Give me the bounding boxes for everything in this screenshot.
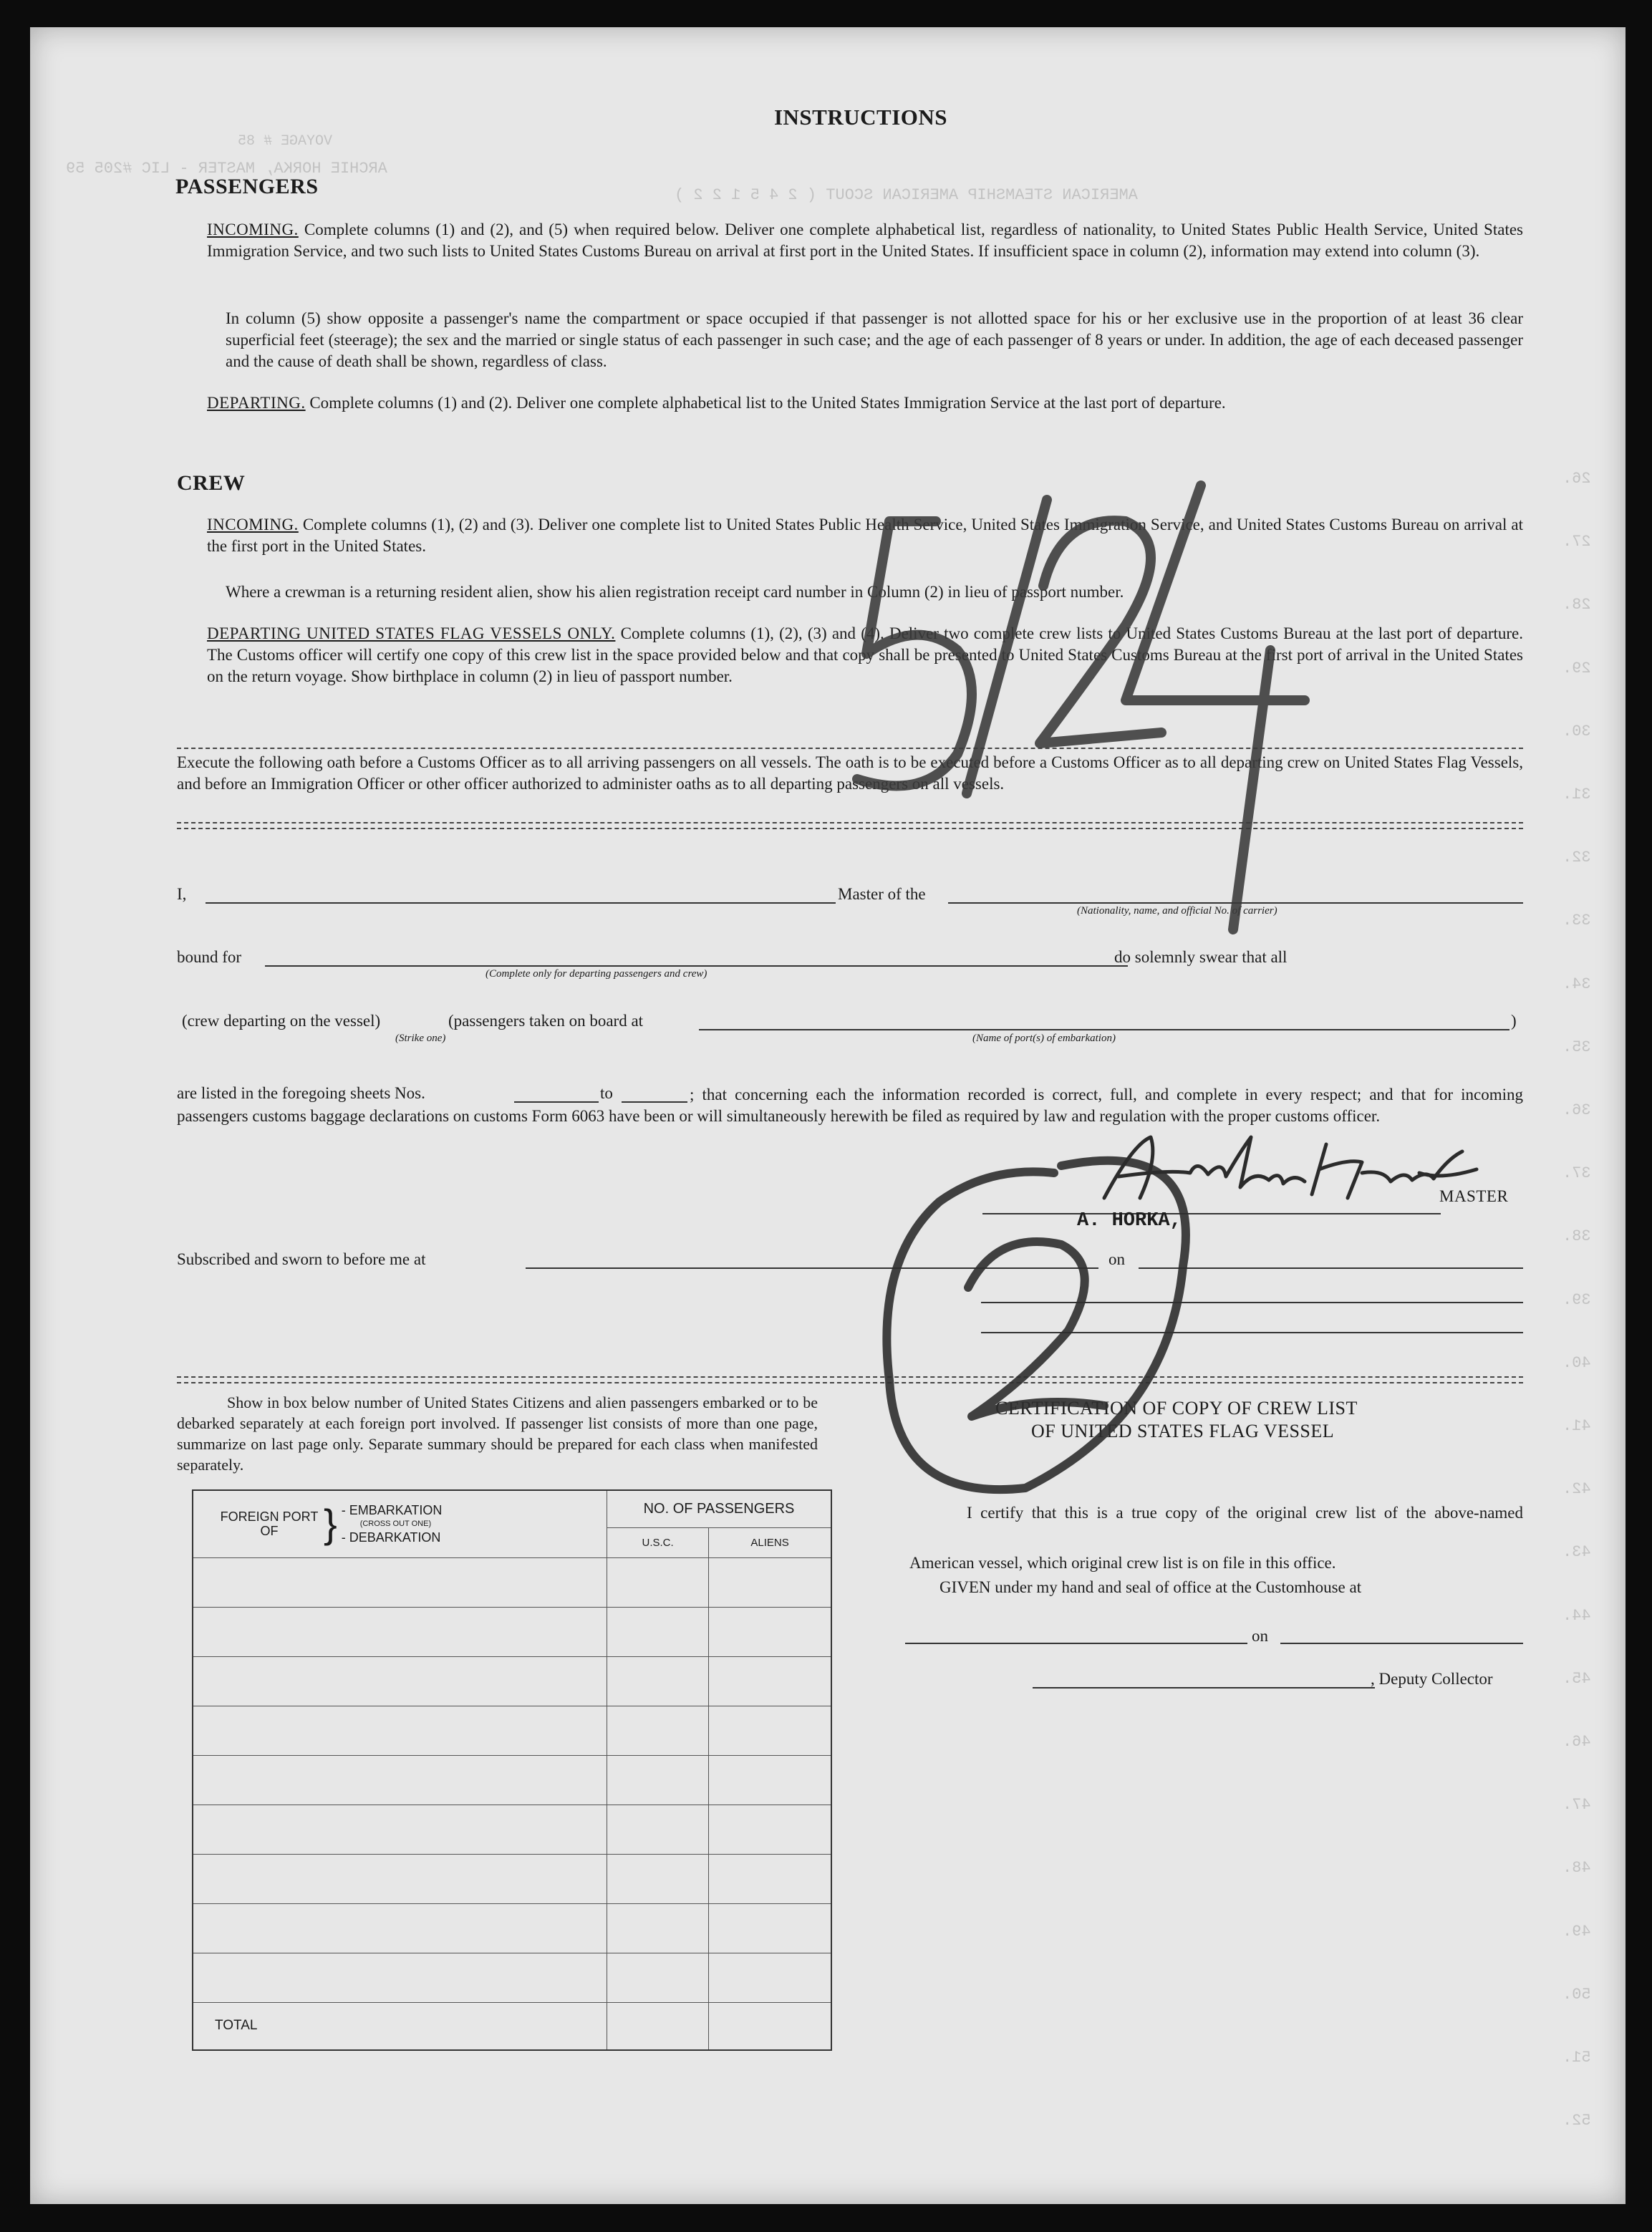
- usc-cell[interactable]: [607, 1607, 709, 1656]
- subscribed-on-label: on: [1108, 1250, 1125, 1268]
- bleed-through-row-number: 51.: [1562, 2049, 1591, 2067]
- close-paren: ): [1511, 1012, 1517, 1030]
- bleed-through-row-number: 42.: [1562, 1480, 1591, 1499]
- embarkation-label: - EMBARKATION: [341, 1502, 443, 1517]
- table-row: [193, 1755, 831, 1805]
- strike-one-caption: (Strike one): [395, 1033, 446, 1044]
- port-cell[interactable]: [193, 1656, 607, 1706]
- bleed-through-row-number: 49.: [1562, 1922, 1591, 1941]
- usc-cell[interactable]: [607, 1755, 709, 1805]
- certification-on-label: on: [1252, 1627, 1268, 1645]
- port-cell[interactable]: [193, 1903, 607, 1953]
- total-usc-cell[interactable]: [607, 2002, 709, 2050]
- crew-departing-text: Complete columns (1), (2), (3) and (4). Deliver two complete crew lists to United States Customs Bureau at the last port of departure. The Customs officer will certify one copy of this crew list in the space provided below and that copy shall be presented to United States Customs Bureau at the first port of arrival in the United States on the return voyage. Show birthplace in column (2) in lieu of passport number.: [207, 624, 1524, 685]
- bleed-through-row-number: 52.: [1562, 2112, 1591, 2130]
- crew-heading: CREW: [177, 471, 246, 495]
- customhouse-place-field[interactable]: [905, 1643, 1247, 1644]
- passenger-summary-table: [192, 1489, 832, 2051]
- bleed-through-row-number: 45.: [1562, 1669, 1591, 1688]
- usc-cell[interactable]: [607, 1706, 709, 1755]
- master-typed-name: A. HORKA,: [1077, 1210, 1182, 1232]
- passengers-heading: PASSENGERS: [175, 175, 319, 198]
- port-cell[interactable]: [193, 1557, 607, 1607]
- usc-cell[interactable]: [607, 1903, 709, 1953]
- bleed-through-row-number: 35.: [1562, 1038, 1591, 1056]
- aliens-cell[interactable]: [709, 1755, 831, 1805]
- handwritten-date-mark: [789, 471, 1376, 958]
- bleed-through-row-number: 38.: [1562, 1227, 1591, 1246]
- bleed-through-row-number: 27.: [1562, 533, 1591, 551]
- bleed-through-row-number: 50.: [1562, 1985, 1591, 2004]
- bleed-through-row-number: 30.: [1562, 722, 1591, 740]
- bleed-through-row-number: 33.: [1562, 912, 1591, 930]
- customhouse-label: GIVEN under my hand and seal of office at the Customhouse at: [939, 1578, 1362, 1596]
- bound-for-label: bound for: [177, 948, 242, 966]
- total-aliens-cell[interactable]: [709, 2002, 831, 2050]
- port-cell[interactable]: [193, 1953, 607, 2002]
- bleed-through-row-number: 48.: [1562, 1859, 1591, 1878]
- crew-departing-option: (crew departing on the vessel): [182, 1012, 381, 1030]
- page-title: INSTRUCTIONS: [773, 105, 947, 130]
- master-label: MASTER: [1439, 1187, 1509, 1205]
- aliens-cell[interactable]: [709, 1854, 831, 1903]
- deputy-collector-label: , Deputy Collector: [1371, 1670, 1493, 1688]
- total-row: [193, 2002, 831, 2050]
- bleed-through-row-number: 31.: [1562, 786, 1591, 803]
- subscribed-label: Subscribed and sworn to before me at: [177, 1250, 426, 1268]
- bleed-through-ship: AMERICAN STEAMSHIP AMERICAN SCOUT ( 2 4 5 1 2 2 ): [675, 186, 1138, 204]
- table-row: [193, 1656, 831, 1706]
- bleed-through-voyage: VOYAGE # 85: [238, 133, 333, 150]
- master-name-field[interactable]: [206, 902, 836, 904]
- passengers-departing-paragraph: [207, 392, 1523, 414]
- table-row: [193, 1706, 831, 1755]
- bleed-through-row-number: 43.: [1562, 1543, 1591, 1562]
- bleed-through-row-number: 46.: [1562, 1733, 1591, 1751]
- bleed-through-master: ARCHIE HORKA, MASTER - LIC #205 59: [66, 160, 387, 178]
- certification-title-line1: CERTIFICATION OF COPY OF CREW LIST: [995, 1398, 1358, 1419]
- no-of-passengers-header: NO. OF PASSENGERS: [607, 1490, 832, 1527]
- document-page: [30, 27, 1626, 2204]
- oath-i-label: I,: [177, 885, 187, 903]
- cross-out-label: (CROSS OUT ONE): [359, 1519, 432, 1528]
- deputy-collector-signature-field[interactable]: [1033, 1687, 1375, 1689]
- passengers-incoming-text: Complete columns (1) and (2), and (5) when required below. Deliver one complete alphabetical list, regardless of nationality, to United States Public Health Service, United States Immigration Service, and two such lists to United States Customs Bureau on arrival at first port in the United States. If insufficient space in column (2), information may extend into column (3).: [207, 221, 1523, 260]
- carrier-caption: (Nationality, name, and official No. of carrier): [1077, 905, 1277, 917]
- sheets-nos-label: are listed in the foregoing sheets Nos.: [177, 1084, 425, 1102]
- oath-statement: ; that concerning each the information recorded is correct, full, and complete in every respect; and that for incoming passengers customs baggage declarations on customs Form 6063 have been or will simultaneously herewith be filed as required by law and regulation with the proper customs officer.: [177, 1086, 1523, 1125]
- table-row: [193, 1903, 831, 1953]
- usc-cell[interactable]: [607, 1805, 709, 1854]
- passengers-incoming-paragraph: [207, 219, 1523, 262]
- aliens-cell[interactable]: [709, 1656, 831, 1706]
- usc-header: U.S.C.: [607, 1527, 709, 1557]
- passengers-column5-paragraph: In column (5) show opposite a passenger's name the compartment or space occupied if that passenger is not allotted space for his or her exclusive use in the proportion of at least 36 clear superficial feet (steerage); the sex and the married or single status of each passenger in such case; and the age of each passenger of 8 years or under. In addition, the age of each deceased passenger and the cause of death shall be shown, regardless of class.: [226, 309, 1523, 370]
- foreign-port-of-label: FOREIGN PORT OF: [220, 1509, 319, 1539]
- bleed-through-row-number: 26.: [1562, 470, 1591, 488]
- port-cell[interactable]: [193, 1805, 607, 1854]
- bleed-through-row-number: 37.: [1562, 1164, 1591, 1183]
- crew-departing-label: DEPARTING UNITED STATES FLAG VESSELS ONLY.: [207, 624, 616, 642]
- aliens-cell[interactable]: [709, 1557, 831, 1607]
- table-row: [193, 1607, 831, 1656]
- foreign-port-header: [193, 1490, 607, 1557]
- crew-incoming-label: INCOMING.: [207, 516, 299, 533]
- swear-label: do solemnly swear that all: [1114, 948, 1288, 966]
- crew-resident-paragraph: Where a crewman is a returning resident alien, show his alien registration receipt card number in Column (2) in lieu of passport number.: [226, 583, 1124, 601]
- port-cell[interactable]: [193, 1706, 607, 1755]
- passengers-incoming-label: INCOMING.: [207, 221, 299, 238]
- port-cell[interactable]: [193, 1854, 607, 1903]
- oath-intro-paragraph: Execute the following oath before a Customs Officer as to all arriving passengers on all vessels. The oath is to be executed before a Customs Officer as to all departing crew on United States Flag Vessels, and before an Immigration Officer or other officer authorized to administer oaths as to all departing passengers on all vessels.: [177, 753, 1523, 793]
- bleed-through-row-number: 36.: [1562, 1101, 1591, 1119]
- total-label: TOTAL: [193, 2002, 607, 2050]
- aliens-header: ALIENS: [709, 1527, 831, 1557]
- bound-for-caption: (Complete only for departing passengers and crew): [486, 968, 707, 980]
- usc-cell[interactable]: [607, 1854, 709, 1903]
- usc-cell[interactable]: [607, 1656, 709, 1706]
- aliens-cell[interactable]: [709, 1706, 831, 1755]
- certification-date-field[interactable]: [1280, 1643, 1523, 1644]
- bleed-through-row-number: 32.: [1562, 849, 1591, 867]
- crew-incoming-text: Complete columns (1), (2) and (3). Deliver one complete list to United States Public Health Service, United States Immigration Service, and United States Customs Bureau on arrival at the first port in the United States.: [207, 516, 1524, 555]
- bleed-through-row-number: 28.: [1562, 596, 1591, 614]
- passengers-taken-option: (passengers taken on board at: [448, 1012, 644, 1030]
- aliens-cell[interactable]: [709, 1805, 831, 1854]
- debarkation-label: - DEBARKATION: [341, 1530, 441, 1545]
- usc-cell[interactable]: [607, 1557, 709, 1607]
- table-row: [193, 1805, 831, 1854]
- port-cell[interactable]: [193, 1755, 607, 1805]
- master-of-the-label: Master of the: [838, 885, 926, 903]
- bleed-through-row-number: 47.: [1562, 1796, 1591, 1815]
- aliens-cell[interactable]: [709, 1607, 831, 1656]
- master-signature: [1090, 1130, 1491, 1216]
- port-of-embarkation-field[interactable]: [699, 1029, 1509, 1030]
- certification-title-line2: OF UNITED STATES FLAG VESSEL: [1031, 1421, 1335, 1441]
- passengers-departing-label: DEPARTING.: [207, 394, 306, 412]
- table-row: [193, 1953, 831, 2002]
- usc-cell[interactable]: [607, 1953, 709, 2002]
- aliens-cell[interactable]: [709, 1903, 831, 1953]
- bleed-through-row-number: 44.: [1562, 1606, 1591, 1625]
- port-caption: (Name of port(s) of embarkation): [972, 1033, 1116, 1044]
- bleed-through-row-number: 29.: [1562, 659, 1591, 677]
- aliens-cell[interactable]: [709, 1953, 831, 2002]
- passengers-departing-text: Complete columns (1) and (2). Deliver one complete alphabetical list to the United States Immigration Service at the last port of departure.: [309, 394, 1226, 412]
- bleed-through-row-number: 40.: [1562, 1353, 1591, 1372]
- table-row: [193, 1854, 831, 1903]
- sheets-to-label: to: [600, 1084, 613, 1102]
- table-row: [193, 1557, 831, 1607]
- port-cell[interactable]: [193, 1607, 607, 1656]
- bleed-through-row-number: 39.: [1562, 1290, 1591, 1309]
- bleed-through-row-number: 41.: [1562, 1417, 1591, 1435]
- summary-instructions: Show in box below number of United States Citizens and alien passengers embarked or to be debarked separately at each foreign port involved. If passenger list consists of more than one page, summarize on last page only. Separate summary should be prepared for each class when manifested separately.: [177, 1393, 818, 1474]
- bound-for-field[interactable]: [265, 965, 1128, 967]
- summary-table-body: [193, 1557, 831, 2050]
- bleed-through-row-number: 34.: [1562, 975, 1591, 993]
- brace-icon: }: [324, 1501, 337, 1547]
- certification-text: I certify that this is a true copy of the original crew list of the above-named American vessel, which original crew list is on file in this office.: [909, 1504, 1523, 1572]
